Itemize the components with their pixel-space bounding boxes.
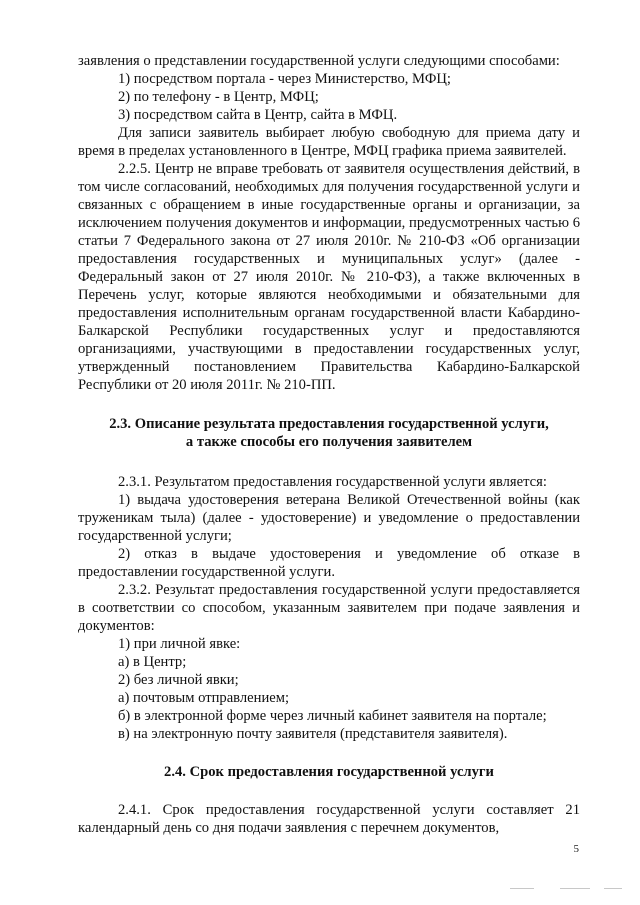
list-item-email: в) на электронную почту заявителя (представителя заявителя).: [118, 726, 508, 742]
paragraph-2-3-2: 2.3.2. Результат предоставления государственной услуги предоставляется в соответствии со способом, указанным заявителем при подаче заявления и документов:: [78, 582, 580, 634]
section-heading-2-3-line1: 2.3. Описание результата предоставления государственной услуги,: [109, 416, 549, 432]
list-item-phone: 2) по телефону - в Центр, МФЦ;: [118, 89, 319, 105]
list-item-in-person: 1) при личной явке:: [118, 636, 241, 652]
document-page: [78, 52, 580, 837]
paragraph-2-4-1: 2.4.1. Срок предоставления государственной услуги составляет 21 календарный день со дня подачи заявления с перечнем документов,: [78, 802, 580, 836]
list-item-issue-certificate: 1) выдача удостоверения ветерана Великой Отечественной войны (как труженикам тыла) (далее - удостоверение) и уведомление о предоставлении государственной услуги;: [78, 492, 580, 544]
paragraph-appointment: Для записи заявитель выбирает любую свободную для приема дату и время в пределах установленного в Центре, МФЦ графика приема заявителей.: [78, 125, 580, 159]
list-item-portal: 1) посредством портала - через Министерство, МФЦ;: [118, 71, 451, 87]
section-heading-2-3-line2: а также способы его получения заявителем: [185, 434, 473, 450]
list-item-electronic-cabinet: б) в электронной форме через личный кабинет заявителя на портале;: [118, 708, 547, 724]
section-heading-2-4: 2.4. Срок предоставления государственной услуги: [164, 764, 494, 780]
paragraph-continuation: заявления о представлении государственной услуги следующими способами:: [78, 53, 560, 69]
scan-artifact-line: [560, 888, 590, 889]
list-item-refusal: 2) отказ в выдаче удостоверения и уведомление об отказе в предоставлении государственной услуги.: [78, 546, 580, 580]
page-number: 5: [573, 843, 579, 855]
list-item-center: а) в Центр;: [118, 654, 187, 670]
scan-artifact-line: [604, 888, 622, 889]
paragraph-2-2-5: 2.2.5. Центр не вправе требовать от заявителя осуществления действий, в том числе согласований, необходимых для получения государственной услуги и связанных с обращением в иные государственные органы и организации, за исключением получения документов и информации, предусмотренных частью 6 статьи 7 Федерального закона от 27 июля 2010г. № 210-ФЗ «Об организации предоставления государственных и муниципальных услуг» (далее - Федеральный закон от 27 июля 2010г. № 210-ФЗ), а также включенных в Перечень услуг, которые являются необходимыми и обязательными для предоставления исполнительным органам государственной власти Кабардино-Балкарской Республики государственных услуг и предоставляются организациями, участвующими в предоставлении государственных услуг, утвержденный постановлением Правительства Кабардино-Балкарской Республики от 20 июля 2011г. № 210-ПП.: [78, 161, 580, 393]
scan-artifact-line: [510, 888, 534, 889]
list-item-post: а) почтовым отправлением;: [118, 690, 290, 706]
list-item-remote: 2) без личной явки;: [118, 672, 239, 688]
list-item-website: 3) посредством сайта в Центр, сайта в МФЦ.: [118, 107, 398, 123]
paragraph-2-3-1: 2.3.1. Результатом предоставления государственной услуги является:: [118, 474, 547, 490]
